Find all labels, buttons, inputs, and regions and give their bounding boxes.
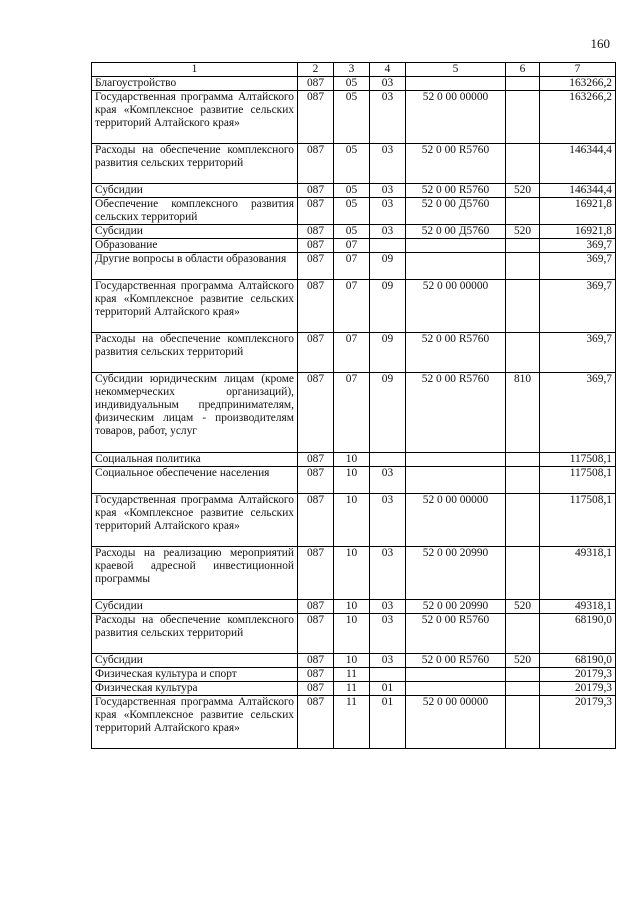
cell-expense-type	[506, 239, 540, 253]
cell-subsection-code: 01	[370, 682, 406, 696]
cell-expense-type	[506, 333, 540, 373]
cell-subsection-code: 01	[370, 696, 406, 749]
cell-item-name: Расходы на реализацию мероприятий краевой адресной инвестиционной программы	[92, 547, 298, 600]
cell-target-article: 52 0 00 Д5760	[406, 225, 506, 239]
cell-ministry-code: 087	[298, 239, 334, 253]
cell-amount: 20179,3	[540, 696, 616, 749]
cell-subsection-code: 03	[370, 91, 406, 144]
cell-ministry-code: 087	[298, 614, 334, 654]
cell-item-name: Другие вопросы в области образования	[92, 253, 298, 280]
cell-subsection-code: 03	[370, 614, 406, 654]
cell-expense-type	[506, 614, 540, 654]
cell-item-name: Субсидии юридическим лицам (кроме некоммерческих организаций), индивидуальным предпринимателям, физическим лицам - производителям товаров, работ, услуг	[92, 373, 298, 453]
cell-expense-type	[506, 253, 540, 280]
table-row	[92, 225, 616, 239]
header-col-5: 5	[406, 63, 506, 77]
cell-subsection-code: 03	[370, 600, 406, 614]
cell-item-name: Государственная программа Алтайского края «Комплексное развитие сельских территорий Алтайского края»	[92, 280, 298, 333]
table-row	[92, 614, 616, 654]
cell-target-article: 52 0 00 00000	[406, 494, 506, 547]
cell-target-article: 52 0 00 00000	[406, 696, 506, 749]
cell-amount: 146344,4	[540, 184, 616, 198]
cell-target-article: 52 0 00 R5760	[406, 333, 506, 373]
cell-amount: 369,7	[540, 333, 616, 373]
header-col-6: 6	[506, 63, 540, 77]
cell-section-code: 07	[334, 333, 370, 373]
cell-amount: 68190,0	[540, 614, 616, 654]
header-col-3: 3	[334, 63, 370, 77]
cell-subsection-code: 03	[370, 467, 406, 494]
cell-target-article: 52 0 00 Д5760	[406, 198, 506, 225]
cell-ministry-code: 087	[298, 600, 334, 614]
cell-item-name: Субсидии	[92, 184, 298, 198]
cell-amount: 369,7	[540, 373, 616, 453]
table-row	[92, 91, 616, 144]
cell-ministry-code: 087	[298, 467, 334, 494]
cell-ministry-code: 087	[298, 77, 334, 91]
cell-expense-type: 520	[506, 184, 540, 198]
cell-amount: 68190,0	[540, 654, 616, 668]
cell-expense-type	[506, 453, 540, 467]
cell-amount: 117508,1	[540, 494, 616, 547]
cell-amount: 117508,1	[540, 453, 616, 467]
cell-target-article: 52 0 00 20990	[406, 547, 506, 600]
cell-amount: 16921,8	[540, 225, 616, 239]
cell-ministry-code: 087	[298, 696, 334, 749]
cell-item-name: Физическая культура и спорт	[92, 668, 298, 682]
cell-expense-type	[506, 696, 540, 749]
table-row	[92, 654, 616, 668]
cell-amount: 20179,3	[540, 668, 616, 682]
cell-section-code: 11	[334, 668, 370, 682]
cell-item-name: Государственная программа Алтайского края «Комплексное развитие сельских территорий Алтайского края»	[92, 696, 298, 749]
cell-subsection-code: 03	[370, 547, 406, 600]
cell-section-code: 10	[334, 547, 370, 600]
header-col-1: 1	[92, 63, 298, 77]
cell-ministry-code: 087	[298, 333, 334, 373]
cell-amount: 146344,4	[540, 144, 616, 184]
cell-expense-type	[506, 467, 540, 494]
cell-target-article	[406, 253, 506, 280]
cell-section-code: 10	[334, 453, 370, 467]
page-number: 160	[590, 36, 610, 51]
cell-item-name: Государственная программа Алтайского края «Комплексное развитие сельских территорий Алтайского края»	[92, 494, 298, 547]
cell-target-article: 52 0 00 R5760	[406, 654, 506, 668]
table-row	[92, 682, 616, 696]
table-row	[92, 696, 616, 749]
cell-item-name: Благоустройство	[92, 77, 298, 91]
cell-expense-type	[506, 198, 540, 225]
cell-expense-type: 520	[506, 225, 540, 239]
cell-item-name: Расходы на обеспечение комплексного развития сельских территорий	[92, 333, 298, 373]
cell-expense-type	[506, 280, 540, 333]
cell-amount: 369,7	[540, 280, 616, 333]
cell-item-name: Субсидии	[92, 225, 298, 239]
cell-ministry-code: 087	[298, 453, 334, 467]
table-row	[92, 668, 616, 682]
cell-subsection-code: 03	[370, 654, 406, 668]
cell-amount: 117508,1	[540, 467, 616, 494]
cell-ministry-code: 087	[298, 198, 334, 225]
cell-expense-type: 810	[506, 373, 540, 453]
cell-ministry-code: 087	[298, 654, 334, 668]
table-row	[92, 280, 616, 333]
table-row	[92, 198, 616, 225]
header-col-2: 2	[298, 63, 334, 77]
cell-expense-type: 520	[506, 654, 540, 668]
table-row	[92, 547, 616, 600]
table-row	[92, 239, 616, 253]
table-body	[92, 77, 616, 749]
cell-expense-type	[506, 77, 540, 91]
cell-section-code: 10	[334, 654, 370, 668]
header-row	[92, 63, 616, 77]
cell-section-code: 10	[334, 614, 370, 654]
cell-item-name: Государственная программа Алтайского края «Комплексное развитие сельских территорий Алтайского края»	[92, 91, 298, 144]
cell-target-article	[406, 239, 506, 253]
cell-amount: 20179,3	[540, 682, 616, 696]
cell-subsection-code: 09	[370, 373, 406, 453]
cell-ministry-code: 087	[298, 225, 334, 239]
cell-target-article	[406, 682, 506, 696]
cell-ministry-code: 087	[298, 547, 334, 600]
table-row	[92, 467, 616, 494]
budget-table	[91, 62, 616, 749]
cell-section-code: 05	[334, 198, 370, 225]
cell-subsection-code: 03	[370, 184, 406, 198]
cell-expense-type	[506, 682, 540, 696]
table-row	[92, 184, 616, 198]
cell-subsection-code: 09	[370, 253, 406, 280]
cell-section-code: 05	[334, 144, 370, 184]
cell-target-article: 52 0 00 00000	[406, 280, 506, 333]
cell-amount: 369,7	[540, 239, 616, 253]
cell-item-name: Расходы на обеспечение комплексного развития сельских территорий	[92, 144, 298, 184]
cell-expense-type: 520	[506, 600, 540, 614]
cell-subsection-code: 09	[370, 333, 406, 373]
cell-amount: 163266,2	[540, 91, 616, 144]
cell-subsection-code	[370, 668, 406, 682]
cell-ministry-code: 087	[298, 91, 334, 144]
cell-ministry-code: 087	[298, 668, 334, 682]
table-row	[92, 600, 616, 614]
cell-item-name: Субсидии	[92, 654, 298, 668]
cell-amount: 369,7	[540, 253, 616, 280]
cell-ministry-code: 087	[298, 280, 334, 333]
cell-section-code: 07	[334, 373, 370, 453]
table-row	[92, 373, 616, 453]
cell-target-article	[406, 668, 506, 682]
cell-section-code: 05	[334, 184, 370, 198]
cell-item-name: Социальное обеспечение населения	[92, 467, 298, 494]
table-row	[92, 333, 616, 373]
cell-expense-type	[506, 144, 540, 184]
table-row	[92, 494, 616, 547]
cell-target-article	[406, 453, 506, 467]
cell-section-code: 05	[334, 91, 370, 144]
cell-subsection-code: 03	[370, 494, 406, 547]
cell-ministry-code: 087	[298, 682, 334, 696]
cell-section-code: 10	[334, 600, 370, 614]
cell-expense-type	[506, 547, 540, 600]
cell-item-name: Социальная политика	[92, 453, 298, 467]
header-col-7: 7	[540, 63, 616, 77]
cell-subsection-code	[370, 239, 406, 253]
cell-expense-type	[506, 494, 540, 547]
cell-ministry-code: 087	[298, 494, 334, 547]
cell-target-article: 52 0 00 R5760	[406, 144, 506, 184]
table-row	[92, 144, 616, 184]
cell-target-article: 52 0 00 00000	[406, 91, 506, 144]
cell-section-code: 10	[334, 467, 370, 494]
table-row	[92, 253, 616, 280]
cell-subsection-code	[370, 453, 406, 467]
cell-ministry-code: 087	[298, 253, 334, 280]
cell-item-name: Обеспечение комплексного развития сельских территорий	[92, 198, 298, 225]
table-row	[92, 77, 616, 91]
cell-section-code: 07	[334, 239, 370, 253]
table-row	[92, 453, 616, 467]
cell-item-name: Расходы на обеспечение комплексного развития сельских территорий	[92, 614, 298, 654]
cell-target-article: 52 0 00 R5760	[406, 373, 506, 453]
cell-section-code: 05	[334, 225, 370, 239]
cell-item-name: Образование	[92, 239, 298, 253]
cell-subsection-code: 03	[370, 225, 406, 239]
cell-subsection-code: 09	[370, 280, 406, 333]
cell-target-article	[406, 77, 506, 91]
cell-section-code: 11	[334, 696, 370, 749]
cell-section-code: 10	[334, 494, 370, 547]
cell-target-article: 52 0 00 R5760	[406, 614, 506, 654]
cell-ministry-code: 087	[298, 373, 334, 453]
cell-section-code: 11	[334, 682, 370, 696]
cell-amount: 49318,1	[540, 547, 616, 600]
cell-section-code: 07	[334, 280, 370, 333]
cell-amount: 163266,2	[540, 77, 616, 91]
cell-target-article	[406, 467, 506, 494]
cell-subsection-code: 03	[370, 198, 406, 225]
cell-item-name: Субсидии	[92, 600, 298, 614]
cell-target-article: 52 0 00 R5760	[406, 184, 506, 198]
table-header	[92, 63, 616, 77]
cell-subsection-code: 03	[370, 77, 406, 91]
cell-ministry-code: 087	[298, 144, 334, 184]
cell-ministry-code: 087	[298, 184, 334, 198]
cell-item-name: Физическая культура	[92, 682, 298, 696]
cell-target-article: 52 0 00 20990	[406, 600, 506, 614]
header-col-4: 4	[370, 63, 406, 77]
cell-section-code: 07	[334, 253, 370, 280]
cell-subsection-code: 03	[370, 144, 406, 184]
cell-expense-type	[506, 91, 540, 144]
cell-section-code: 05	[334, 77, 370, 91]
cell-amount: 49318,1	[540, 600, 616, 614]
cell-expense-type	[506, 668, 540, 682]
cell-amount: 16921,8	[540, 198, 616, 225]
